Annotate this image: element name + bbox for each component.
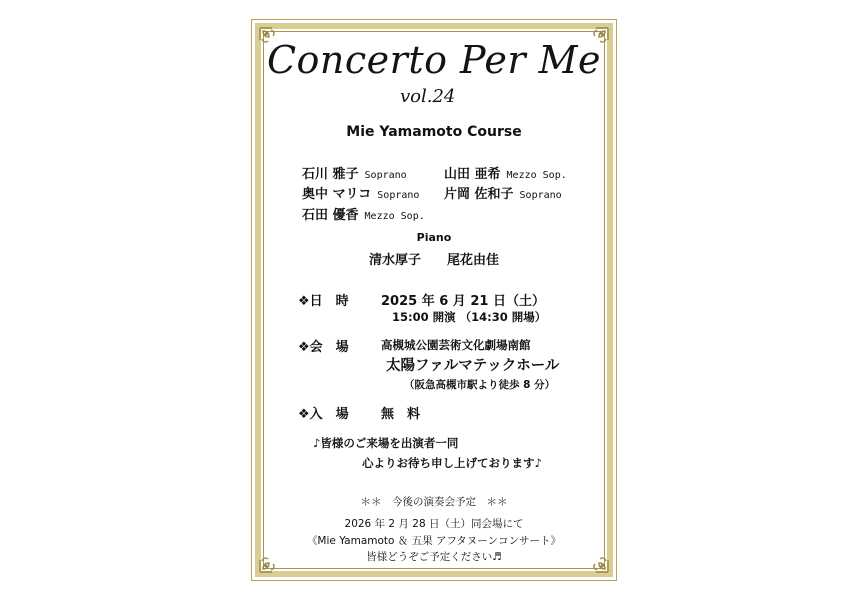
performer-name: 片岡 佐和子 [444,187,514,202]
piano-label: Piano [416,231,452,244]
performer-name: 石田 優香 [302,208,359,223]
welcome-message-line: 心よりお待ち申し上げております♪ [362,456,542,470]
performer-part: Soprano [377,190,420,201]
performer-name: 石川 雅子 [302,167,359,182]
venue-label: ❖会 場 [298,340,349,355]
performer-part: Soprano [364,170,407,181]
welcome-message-line: ♪皆様のご来場を出演者一同 [313,436,459,450]
performer-part: Soprano [519,190,562,201]
upcoming-heading: ＊＊ 今後の演奏会予定 ＊＊ [360,496,508,508]
venue-access: （阪急高槻市駅より徒歩 8 分） [404,379,556,391]
concert-date: 2025 年 6 月 21 日（土） [381,294,545,309]
performer-entry [302,204,425,223]
venue-hall: 太陽ファルマテックホール [386,358,560,374]
performer-entry [302,163,407,182]
performer-part: Mezzo Sop. [506,170,567,181]
upcoming-note: 皆様どうぞご予定ください♬ [366,551,502,563]
date-label: ❖日 時 [298,294,349,309]
upcoming-date: 2026 年 2 月 28 日（土）同会場にて [344,518,524,530]
upcoming-concert-title: 《Mie Yamamoto ＆ 五果 アフタヌーンコンサート》 [306,535,562,547]
performer-entry [302,183,419,202]
pianist-list [263,249,605,268]
performer-name: 山田 亜希 [444,167,501,182]
performer-entry [444,183,562,202]
venue-complex: 高槻城公園芸術文化劇場南館 [381,338,531,352]
pianist-name: 清水厚子 [368,253,421,268]
performer-name: 奥中 マリコ [302,187,372,202]
concert-time: 15:00 開演 （14:30 開場） [392,310,547,324]
performer-part: Mezzo Sop. [364,211,425,222]
pianist-name: 尾花由佳 [447,253,500,268]
admission-fee: 無 料 [381,407,421,422]
course-name: Mie Yamamoto Course [346,124,522,140]
performer-entry [444,163,567,182]
concert-title: Concerto Per Me [266,38,602,82]
volume-number: vol.24 [400,86,456,107]
admission-label: ❖入 場 [298,407,349,422]
